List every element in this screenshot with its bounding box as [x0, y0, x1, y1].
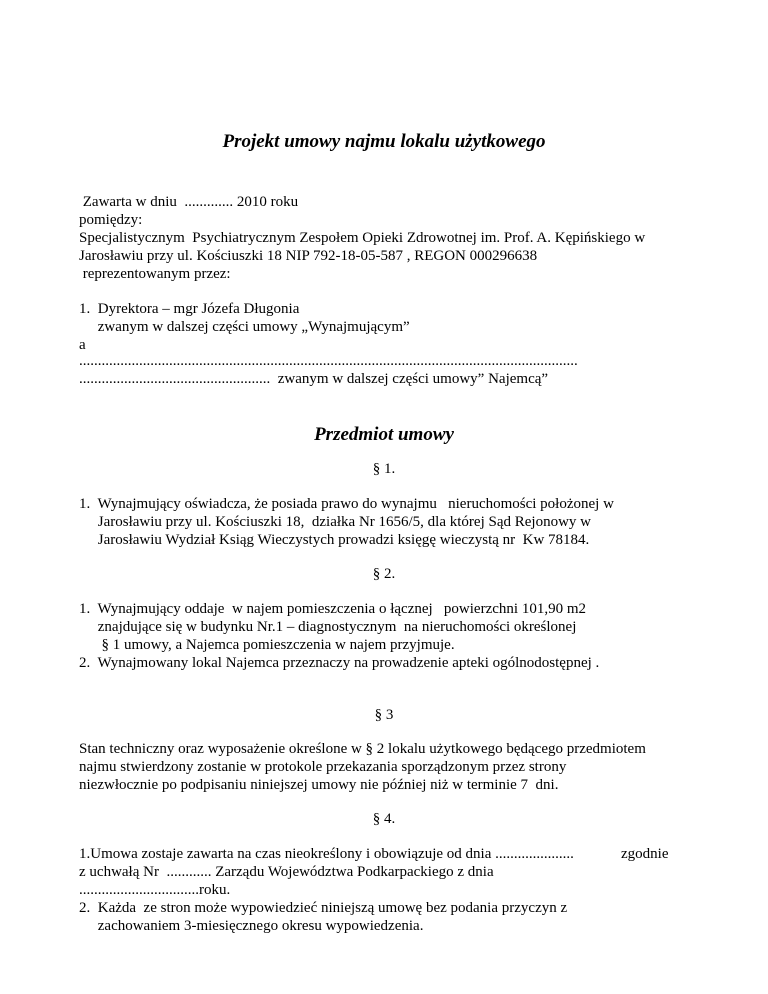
paragraph-line: Jarosławiu przy ul. Kościuszki 18, działka Nr 1656/5, dla której Sąd Rejonowy w: [79, 514, 591, 530]
paragraph-line: zachowaniem 3-miesięcznego okresu wypowiedzenia.: [79, 918, 424, 934]
section-title: Przedmiot umowy: [314, 424, 454, 445]
paragraph-line: najmu stwierdzony zostanie w protokole przekazania sporządzonym przez strony: [79, 759, 567, 775]
party-line: a: [79, 337, 86, 353]
paragraph-line: 1. Wynajmujący oświadcza, że posiada prawo do wynajmu nieruchomości położonej w: [79, 496, 614, 512]
paragraph-line: znajdujące się w budynku Nr.1 – diagnostycznym na nieruchomości określonej: [79, 619, 577, 635]
intro-line: reprezentowanym przez:: [79, 266, 231, 282]
party-dotted-line: .....................................................................................................................................: [79, 353, 578, 369]
paragraph-line: Stan techniczny oraz wyposażenie określone w § 2 lokalu użytkowego będącego przedmiotem: [79, 741, 646, 757]
paragraph-line: Jarosławiu Wydział Ksiąg Wieczystych prowadzi księgę wieczystą nr Kw 78184.: [79, 532, 590, 548]
intro-line: Specjalistycznym Psychiatrycznym Zespołem Opieki Zdrowotnej im. Prof. A. Kępińskiego w: [79, 230, 646, 246]
paragraph-line: § 1 umowy, a Najemca pomieszczenia w najem przyjmuje.: [79, 637, 455, 653]
party-line: 1. Dyrektora – mgr Józefa Długonia: [79, 301, 300, 317]
paragraph-line: 2. Wynajmowany lokal Najemca przeznaczy na prowadzenie apteki ogólnodostępnej .: [79, 655, 600, 671]
paragraph-line: 1. Wynajmujący oddaje w najem pomieszczenia o łącznej powierzchni 101,90 m2: [79, 601, 586, 617]
paragraph-line: z uchwałą Nr ............ Zarządu Województwa Podkarpackiego z dnia: [79, 864, 494, 880]
paragraph-heading: § 1.: [372, 461, 396, 477]
paragraph-line-end: zgodnie: [621, 846, 669, 862]
intro-line: Zawarta w dniu ............. 2010 roku: [79, 194, 299, 210]
document-title: Projekt umowy najmu lokalu użytkowego: [222, 131, 546, 152]
party-line: zwanym w dalszej części umowy „Wynajmującym”: [79, 319, 410, 335]
paragraph-line: 2. Każda ze stron może wypowiedzieć niniejszą umowę bez podania przyczyn z: [79, 900, 568, 916]
paragraph-line: ................................roku.: [79, 882, 231, 898]
paragraph-line: 1.Umowa zostaje zawarta na czas nieokreślony i obowiązuje od dnia .....................: [79, 846, 574, 862]
intro-line: pomiędzy:: [79, 212, 143, 228]
paragraph-heading: § 4.: [372, 811, 396, 827]
paragraph-heading: § 2.: [372, 566, 396, 582]
intro-line: Jarosławiu przy ul. Kościuszki 18 NIP 792-18-05-587 , REGON 000296638: [79, 248, 538, 264]
party-line: ................................................... zwanym w dalszej części umowy” Najemcą”: [79, 371, 549, 387]
paragraph-heading: § 3: [374, 707, 394, 723]
paragraph-line: niezwłocznie po podpisaniu niniejszej umowy nie później niż w terminie 7 dni.: [79, 777, 559, 793]
